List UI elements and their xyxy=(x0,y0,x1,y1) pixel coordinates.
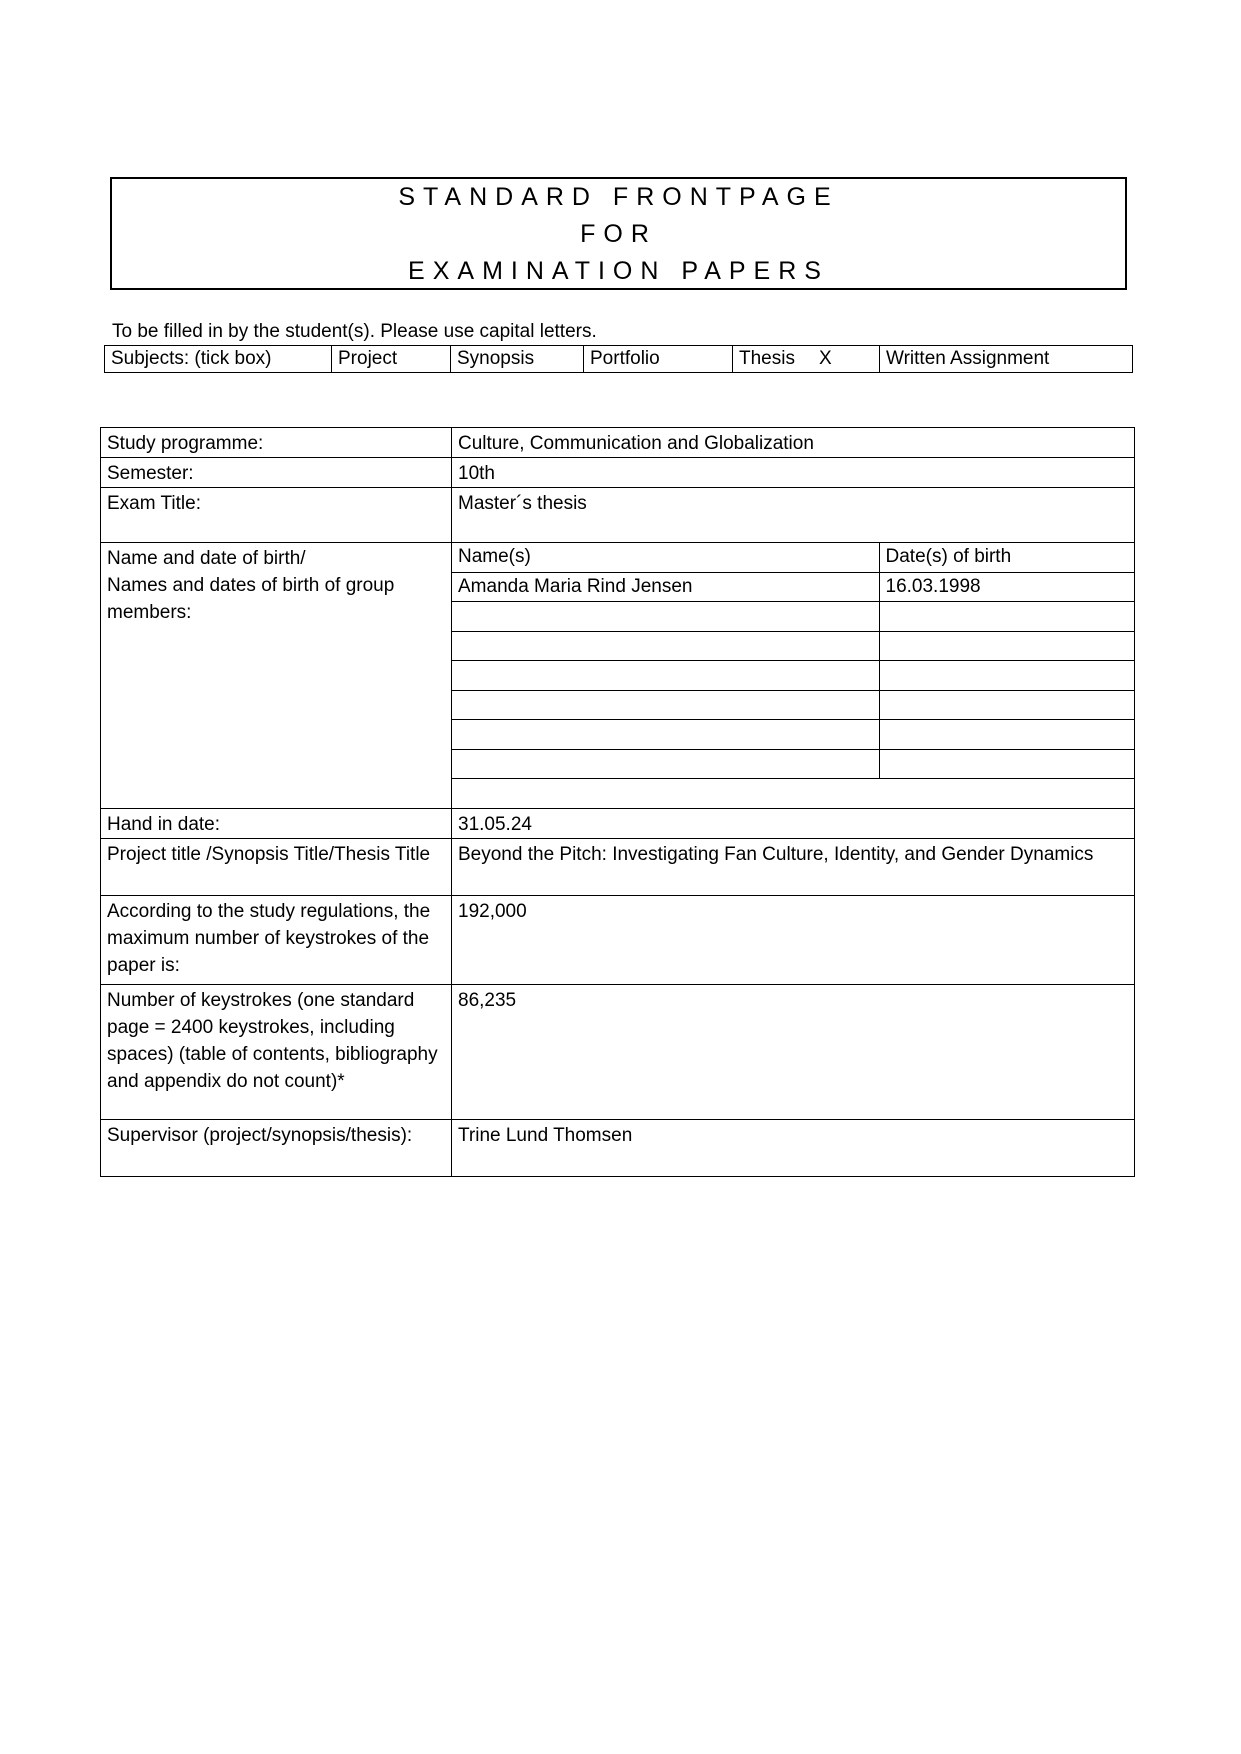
title-box xyxy=(110,177,1127,290)
max-keystrokes-value[interactable]: 192,000 xyxy=(452,895,1135,984)
subject-thesis-label: Thesis xyxy=(739,348,795,369)
exam-title-label: Exam Title: xyxy=(101,488,452,543)
subject-thesis[interactable] xyxy=(733,346,880,373)
keystrokes-value[interactable]: 86,235 xyxy=(452,984,1135,1119)
exam-title-value[interactable]: Master´s thesis xyxy=(452,488,1135,543)
semester-label: Semester: xyxy=(101,458,452,488)
title-line-2: FOR xyxy=(580,220,657,248)
member-dob-empty[interactable] xyxy=(879,749,1134,779)
study-programme-label: Study programme: xyxy=(101,428,452,458)
instruction-text: To be filled in by the student(s). Please use capital letters. xyxy=(112,321,597,342)
subject-synopsis[interactable]: Synopsis xyxy=(451,346,584,373)
member-name-empty[interactable] xyxy=(452,720,879,750)
supervisor-value[interactable]: Trine Lund Thomsen xyxy=(452,1119,1135,1176)
title-line-3: EXAMINATION PAPERS xyxy=(408,257,829,285)
hand-in-date-value[interactable]: 31.05.24 xyxy=(452,808,1135,838)
dob-header: Date(s) of birth xyxy=(879,543,1134,572)
names-label-line-1: Name and date of birth/ xyxy=(107,548,306,569)
member-dob-empty[interactable] xyxy=(879,720,1134,750)
group-members-table xyxy=(452,543,1134,808)
member-name-empty[interactable] xyxy=(452,749,879,779)
thesis-tick-mark: X xyxy=(818,348,832,369)
names-label-line-2: Names and dates of birth of group members: xyxy=(107,575,395,623)
member-row-empty-right[interactable] xyxy=(879,779,1134,808)
member-dob-empty[interactable] xyxy=(879,690,1134,720)
member-dob-empty[interactable] xyxy=(879,631,1134,661)
member-name-empty[interactable] xyxy=(452,631,879,661)
subject-written-assignment[interactable]: Written Assignment xyxy=(880,346,1133,373)
keystrokes-label: Number of keystrokes (one standard page = 2400 keystrokes, including spaces) (table of contents, bibliography and appendix do not count)* xyxy=(101,984,452,1119)
hand-in-date-label: Hand in date: xyxy=(101,808,452,838)
names-label xyxy=(101,543,452,809)
member-name-empty[interactable] xyxy=(452,661,879,691)
subjects-label: Subjects: (tick box) xyxy=(105,346,332,373)
exam-form-table xyxy=(100,427,1135,1177)
title-line-1: STANDARD FRONTPAGE xyxy=(398,183,839,211)
member-name-empty[interactable] xyxy=(452,690,879,720)
member-name-empty[interactable] xyxy=(452,602,879,632)
subjects-table xyxy=(104,345,1133,373)
semester-value[interactable]: 10th xyxy=(452,458,1135,488)
member-name[interactable]: Amanda Maria Rind Jensen xyxy=(452,572,879,602)
member-dob-empty[interactable] xyxy=(879,602,1134,632)
subject-portfolio[interactable]: Portfolio xyxy=(584,346,733,373)
member-dob-empty[interactable] xyxy=(879,661,1134,691)
study-programme-value[interactable]: Culture, Communication and Globalization xyxy=(452,428,1135,458)
member-row-empty[interactable] xyxy=(452,779,879,808)
project-title-value[interactable]: Beyond the Pitch: Investigating Fan Culture, Identity, and Gender Dynamics xyxy=(452,838,1135,895)
subject-project[interactable]: Project xyxy=(332,346,451,373)
names-cell xyxy=(452,543,1135,809)
names-header: Name(s) xyxy=(452,543,879,572)
max-keystrokes-label: According to the study regulations, the maximum number of keystrokes of the paper is: xyxy=(101,895,452,984)
supervisor-label: Supervisor (project/synopsis/thesis): xyxy=(101,1119,452,1176)
member-dob[interactable]: 16.03.1998 xyxy=(879,572,1134,602)
project-title-label: Project title /Synopsis Title/Thesis Title xyxy=(101,838,452,895)
